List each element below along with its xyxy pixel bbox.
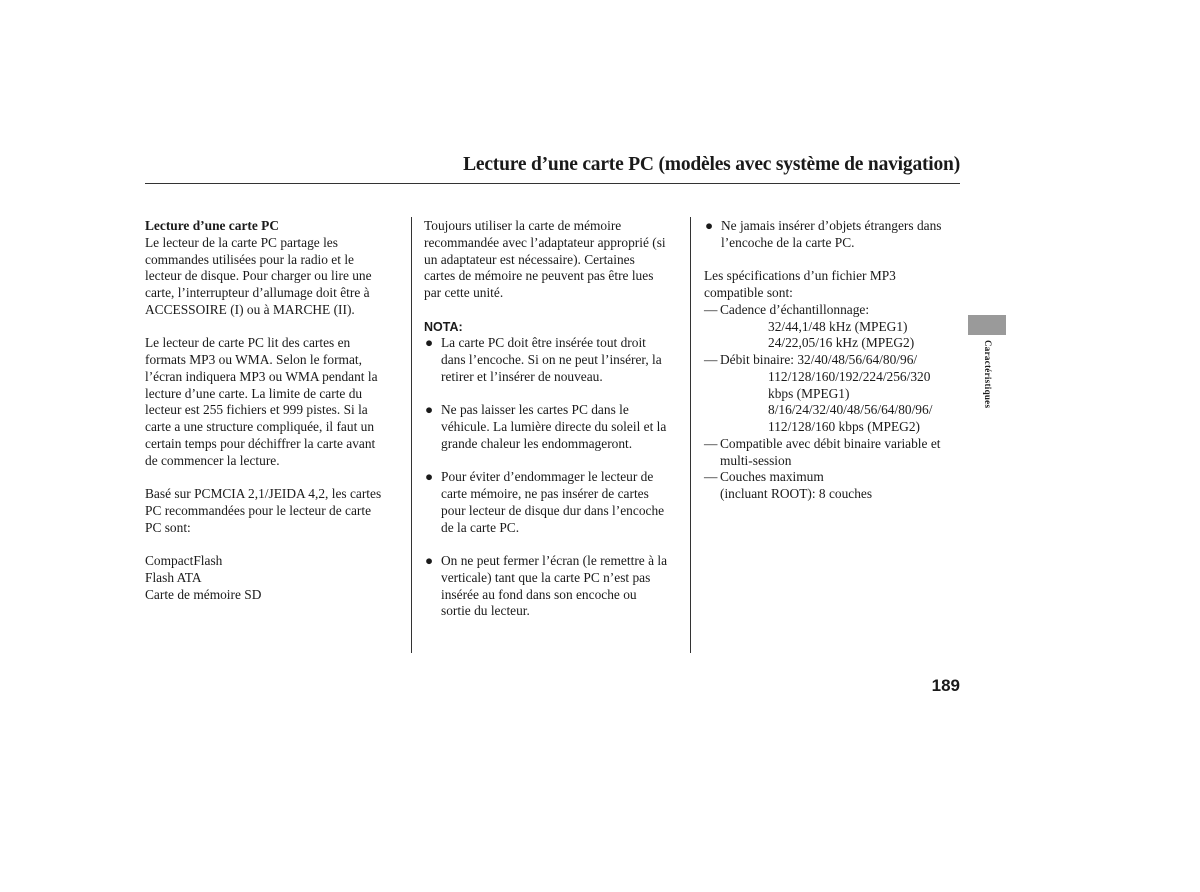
bullet-icon: ● xyxy=(425,469,434,485)
col1-p2-line: de commencer la lecture. xyxy=(145,452,280,468)
bullet-line: carte mémoire, ne pas insérer de cartes xyxy=(441,486,649,501)
nota-bullet xyxy=(424,469,686,536)
spec-intro-line: compatible sont: xyxy=(704,285,793,300)
bullet-line: insérée au fond dans son encoche ou xyxy=(441,586,637,602)
dash-icon: — xyxy=(704,435,718,451)
dash-icon: — xyxy=(704,352,718,367)
dash-icon: — xyxy=(704,301,718,317)
col1-p3-line: PC recommandées pour le lecteur de carte xyxy=(145,502,372,518)
col1-p1-line: commandes utilisées pour la radio et le xyxy=(145,251,354,267)
col1-p1-line: carte, l’interrupteur d’allumage doit être à xyxy=(145,285,370,300)
card-type-item: Flash ATA xyxy=(145,569,202,585)
bullet-line: Pour éviter d’endommager le lecteur de xyxy=(441,469,654,485)
spec-value: 112/128/160/192/224/256/320 xyxy=(768,368,931,384)
bullet-line: dans l’encoche. Si on ne peut l’insérer, la xyxy=(441,352,662,367)
bullet-line: On ne peut fermer l’écran (le remettre à la xyxy=(441,553,668,568)
spec-value: (incluant ROOT): 8 couches xyxy=(720,486,873,501)
card-type-item: CompactFlash xyxy=(145,553,223,568)
col2-p1-line: un adaptateur est nécessaire). Certaines xyxy=(424,251,635,267)
col1-p2-line: lecteur est 255 fichiers et 999 pistes. Si la xyxy=(145,402,368,418)
spec-value: 8/16/24/32/40/48/56/64/80/96/ xyxy=(768,402,933,418)
nota-bullet xyxy=(424,402,686,452)
col1-p2-line: lecture d’une carte. La limite de carte du xyxy=(145,385,363,401)
col1-p3-line: PC sont: xyxy=(145,519,191,535)
bullet-icon: ● xyxy=(425,553,434,568)
spec-value: 112/128/160 kbps (MPEG2) xyxy=(768,419,921,434)
bullet-line: de la carte PC. xyxy=(441,519,520,535)
column-divider-2 xyxy=(690,217,691,653)
spec-value: 24/22,05/16 kHz (MPEG2) xyxy=(768,335,915,351)
bullet-line: pour lecteur de disque dur dans l’encoche xyxy=(441,502,665,518)
nota-bullet xyxy=(424,335,686,385)
bullet-line: verticale) tant que la carte PC n’est pas xyxy=(441,569,651,585)
section-heading: Lecture d’une carte PC xyxy=(145,218,279,233)
column-2 xyxy=(424,218,686,620)
col2-p1-line: recommandée avec l’adaptateur approprié (si xyxy=(424,234,666,250)
bullet-line: retirer et l’insérer de nouveau. xyxy=(441,368,603,384)
section-side-label: Caractéristiques xyxy=(983,340,993,409)
col1-p1-line: lecteur de disque. Pour charger ou lire une xyxy=(145,268,372,284)
bullet-icon: ● xyxy=(425,335,434,351)
bullet-line: l’encoche de la carte PC. xyxy=(721,234,855,250)
page-number: 189 xyxy=(931,676,960,695)
spec-item-layers xyxy=(704,469,960,503)
section-tab xyxy=(968,315,1006,335)
spec-value: 32/44,1/48 kHz (MPEG1) xyxy=(768,318,908,334)
nota-heading: NOTA: xyxy=(424,319,463,334)
column-1 xyxy=(145,218,407,603)
col2-p1-line: Toujours utiliser la carte de mémoire xyxy=(424,218,622,233)
column-divider-1 xyxy=(411,217,412,653)
nota-bullet xyxy=(424,553,686,620)
bullet-icon: ● xyxy=(705,218,714,233)
col1-p2-line: Le lecteur de carte PC lit des cartes en xyxy=(145,335,351,351)
bullet-line: Ne pas laisser les cartes PC dans le xyxy=(441,402,629,418)
spec-value: kbps (MPEG1) xyxy=(768,385,850,401)
spec-intro-line: Les spécifications d’un fichier MP3 xyxy=(704,268,896,284)
col1-p1-line: ACCESSOIRE (I) ou à MARCHE (II). xyxy=(145,301,355,317)
bullet-line: sortie du lecteur. xyxy=(441,603,530,619)
spec-label: Couches maximum xyxy=(720,469,824,485)
spec-label: Compatible avec débit binaire variable et xyxy=(720,435,941,451)
col2-p1-line: cartes de mémoire ne peuvent pas être lues xyxy=(424,268,654,284)
col2-p1-line: par cette unité. xyxy=(424,285,504,300)
bullet-line: véhicule. La lumière directe du soleil et la xyxy=(441,419,667,434)
column-3 xyxy=(704,218,960,503)
title-rule xyxy=(145,183,960,184)
col1-p3-line: Basé sur PCMCIA 2,1/JEIDA 4,2, les cartes xyxy=(145,486,382,501)
page-title: Lecture d’une carte PC (modèles avec système de navigation) xyxy=(463,154,960,175)
spec-value: multi-session xyxy=(720,452,792,468)
spec-item-sampling xyxy=(704,302,960,352)
spec-label: Débit binaire: 32/40/48/56/64/80/96/ xyxy=(720,352,918,367)
bullet-line: grande chaleur les endommageront. xyxy=(441,435,633,451)
spec-item-vbr xyxy=(704,436,960,470)
col1-p2-line: certain temps pour déchiffrer la carte avant xyxy=(145,435,376,451)
spec-label: Cadence d’échantillonnage: xyxy=(720,301,870,317)
warning-bullet xyxy=(704,218,960,252)
bullet-line: La carte PC doit être insérée tout droit xyxy=(441,335,646,351)
col1-p2-line: l’écran indiquera MP3 ou WMA pendant la xyxy=(145,368,378,384)
col1-p2-line: formats MP3 ou WMA. Selon le format, xyxy=(145,352,362,367)
col1-p1-line: Le lecteur de la carte PC partage les xyxy=(145,234,338,250)
spec-item-bitrate xyxy=(704,352,960,436)
bullet-line: Ne jamais insérer d’objets étrangers dans xyxy=(721,218,942,233)
col1-p2-line: carte a une structure compliquée, il faut un xyxy=(145,419,375,434)
bullet-icon: ● xyxy=(425,402,434,418)
dash-icon: — xyxy=(704,469,718,485)
card-type-item: Carte de mémoire SD xyxy=(145,586,262,602)
